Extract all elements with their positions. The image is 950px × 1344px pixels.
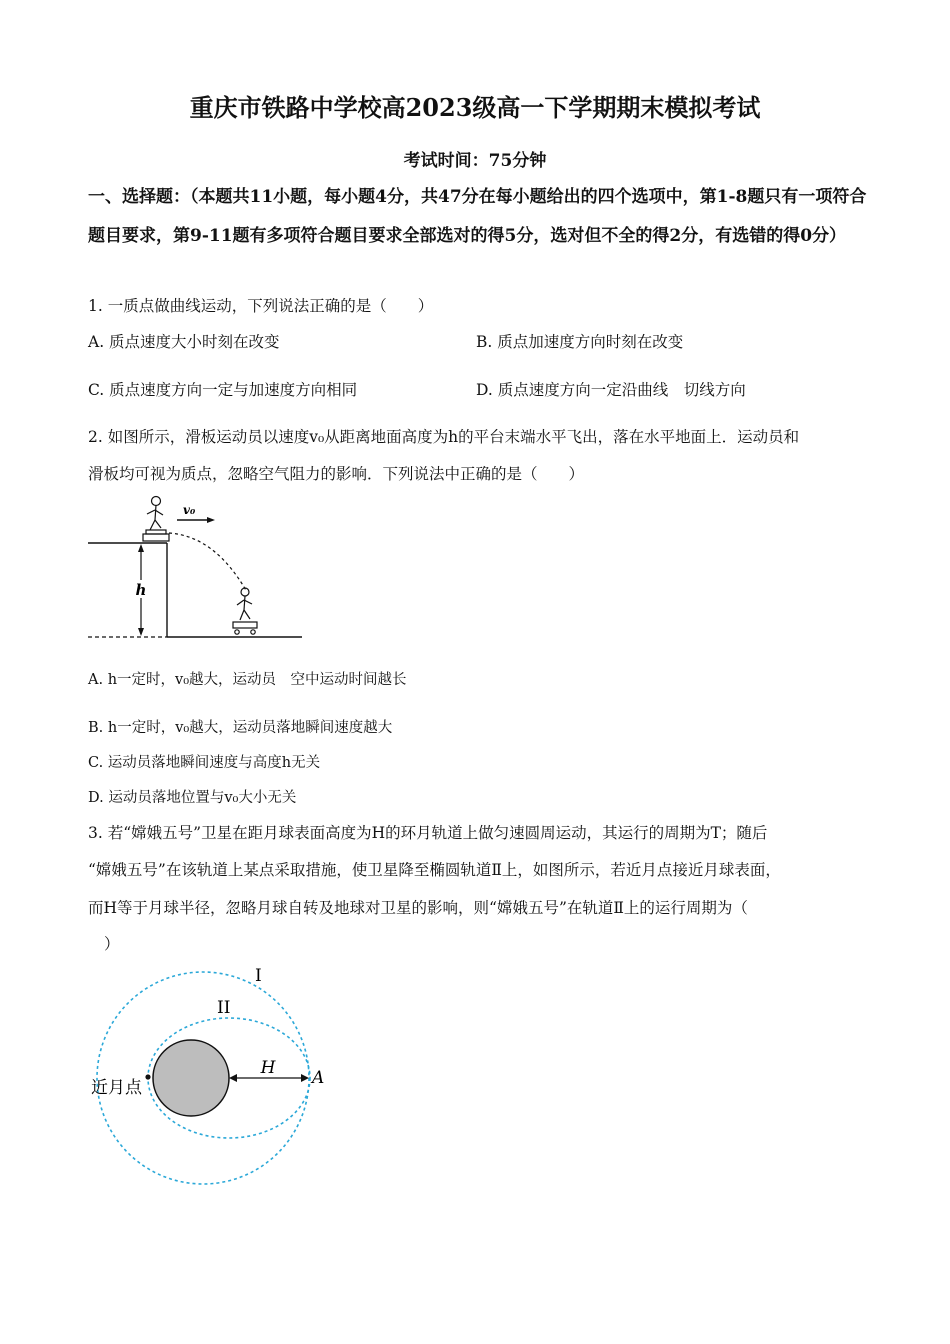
q3-stem-line2: “嫦娥五号”在该轨道上某点采取措施，使卫星降至椭圆轨道Ⅱ上，如图所示，若近月点接近月球表面，: [88, 861, 781, 879]
q1-option-a: A. 质点速度大小时刻在改变: [88, 333, 280, 351]
skater-top: [143, 497, 169, 542]
height-label: h: [135, 581, 147, 599]
perilune-dot: [145, 1074, 150, 1079]
H-label: H: [260, 1058, 276, 1078]
point-A-label: A: [312, 1068, 325, 1088]
q2-option-d: D. 运动员落地位置与v₀大小无关: [88, 790, 297, 806]
perilune-label: 近月点: [91, 1078, 142, 1098]
trajectory: [169, 533, 247, 592]
orbit-2-label: II: [217, 998, 231, 1018]
q1-option-d: D. 质点速度方向一定沿曲线 切线方向: [476, 381, 746, 399]
q2-option-c: C. 运动员落地瞬间速度与高度h无关: [88, 755, 321, 771]
q3-figure: [85, 958, 345, 1193]
exam-time: 考试时间：75分钟: [403, 151, 547, 171]
orbit-1-label: I: [255, 966, 262, 986]
q2-stem-line2: 滑板均可视为质点，忽略空气阻力的影响．下列说法中正确的是（ ）: [88, 465, 585, 483]
moon: [153, 1040, 229, 1116]
q2-option-b: B. h一定时，v₀越大，运动员落地瞬间速度越大: [88, 720, 393, 736]
skater-bottom: [233, 588, 257, 634]
section-heading: 一、选择题：（本题共11小题，每小题4分，共47分在每小题给出的四个选项中，第1-8题只有一项符合题目要求，第9-11题有多项符合题目要求全部选对的得5分，选对但不全的得2分，有选错的得0分）: [88, 187, 867, 246]
q2-figure: [85, 492, 310, 644]
q3-stem-line1: 3. 若“嫦娥五号”卫星在距月球表面高度为H的环月轨道上做匀速圆周运动，其运行的周期为T；随后: [88, 824, 768, 842]
q3-stem-line4: ）: [104, 935, 120, 953]
q2-option-a: A. h一定时，v₀越大，运动员 空中运动时间越长: [88, 672, 407, 688]
q1-stem: 1. 一质点做曲线运动，下列说法正确的是（ ）: [88, 297, 434, 315]
v0-label: v₀: [183, 503, 196, 517]
q1-option-b: B. 质点加速度方向时刻在改变: [476, 333, 684, 351]
q2-stem-line1: 2. 如图所示，滑板运动员以速度v₀从距离地面高度为h的平台末端水平飞出，落在水平地面上．运动员和: [88, 428, 800, 446]
q3-stem-line3: 而H等于月球半径，忽略月球自转及地球对卫星的影响，则“嫦娥五号”在轨道Ⅱ上的运行周期为（: [88, 899, 748, 917]
page-title: 重庆市铁路中学校高2023级高一下学期期末模拟考试: [189, 93, 761, 122]
q1-option-c: C. 质点速度方向一定与加速度方向相同: [88, 381, 358, 399]
